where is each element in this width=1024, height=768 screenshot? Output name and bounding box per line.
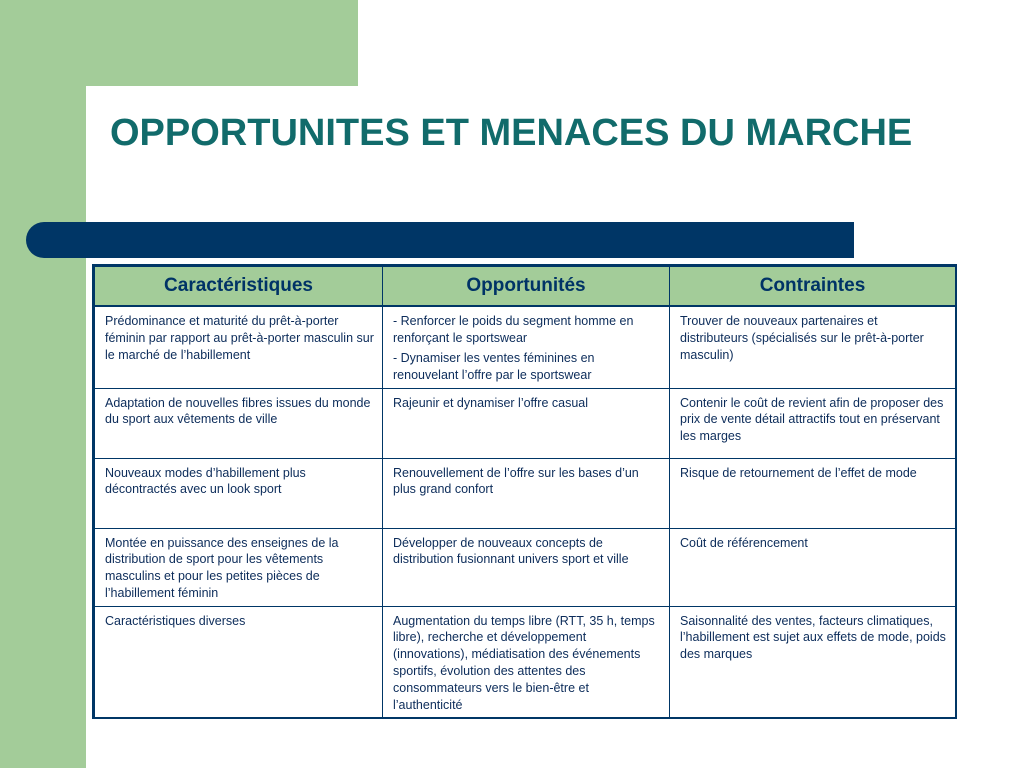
- table-header-row: [95, 267, 956, 307]
- cell-text: Adaptation de nouvelles fibres issues du monde du sport aux vêtements de ville: [105, 395, 371, 427]
- cell-opportunites: [383, 458, 670, 528]
- cell-text: Saisonnalité des ventes, facteurs climatiques, l’habillement est sujet aux effets de mode, poids des marques: [680, 613, 946, 662]
- cell-text: Risque de retournement de l’effet de mode: [680, 465, 917, 480]
- cell-text: Développer de nouveaux concepts de distribution fusionnant univers sport et ville: [393, 535, 629, 567]
- cell-text: Augmentation du temps libre (RTT, 35 h, temps libre), recherche et développement (innovations), médiatisation des événements sportifs, évolution des attentes des consommateurs vers le bien-être et l’authenticité: [393, 613, 655, 712]
- cell-opportunites: [383, 306, 670, 388]
- cell-caracteristiques: [95, 306, 383, 388]
- cell-caracteristiques: [95, 528, 383, 606]
- table-row: [95, 388, 956, 458]
- cell-text: Prédominance et maturité du prêt-à-porter féminin par rapport au prêt-à-porter masculin sur le marché de l’habillement: [105, 314, 374, 362]
- table-row: [95, 606, 956, 718]
- cell-caracteristiques: [95, 458, 383, 528]
- swot-table-container: [92, 264, 957, 719]
- cell-text: Contenir le coût de revient afin de proposer des prix de vente détail attractifs tout en préservant les marges: [680, 395, 944, 444]
- cell-opportunites: [383, 606, 670, 718]
- cell-opportunites: [383, 528, 670, 606]
- slide-title: OPPORTUNITES ET MENACES DU MARCHE: [110, 112, 913, 154]
- cell-text: - Dynamiser les ventes féminines en renouvelant l’offre par le sportswear: [393, 350, 595, 382]
- cell-contraintes: [670, 458, 956, 528]
- cell-text: Caractéristiques diverses: [105, 613, 246, 628]
- cell-contraintes: [670, 306, 956, 388]
- column-header-caracteristiques: Caractéristiques: [95, 267, 383, 307]
- cell-contraintes: [670, 388, 956, 458]
- decorative-green-sidebar: [0, 0, 86, 768]
- cell-text: Montée en puissance des enseignes de la distribution de sport pour les vêtements masculins et pour les petites pièces de l’habillement féminin: [105, 535, 339, 601]
- column-header-contraintes: Contraintes: [670, 267, 956, 307]
- cell-caracteristiques: [95, 388, 383, 458]
- decorative-title-underline-bar: [26, 222, 854, 258]
- cell-text: Coût de référencement: [680, 535, 808, 550]
- cell-contraintes: [670, 606, 956, 718]
- cell-opportunites: [383, 388, 670, 458]
- cell-caracteristiques: [95, 606, 383, 718]
- cell-contraintes: [670, 528, 956, 606]
- cell-text: - Renforcer le poids du segment homme en renforçant le sportswear: [393, 314, 634, 345]
- column-header-opportunites: Opportunités: [383, 267, 670, 307]
- table-row: [95, 458, 956, 528]
- cell-text: Rajeunir et dynamiser l’offre casual: [393, 395, 589, 410]
- cell-text: Renouvellement de l’offre sur les bases d’un plus grand confort: [393, 465, 639, 497]
- table-row: [95, 528, 956, 606]
- opportunities-threats-table: [94, 266, 956, 719]
- cell-text: Trouver de nouveaux partenaires et distributeurs (spécialisés sur le prêt-à-porter masculin): [680, 314, 924, 362]
- table-row: [95, 306, 956, 388]
- cell-text: Nouveaux modes d’habillement plus décontractés avec un look sport: [105, 465, 306, 497]
